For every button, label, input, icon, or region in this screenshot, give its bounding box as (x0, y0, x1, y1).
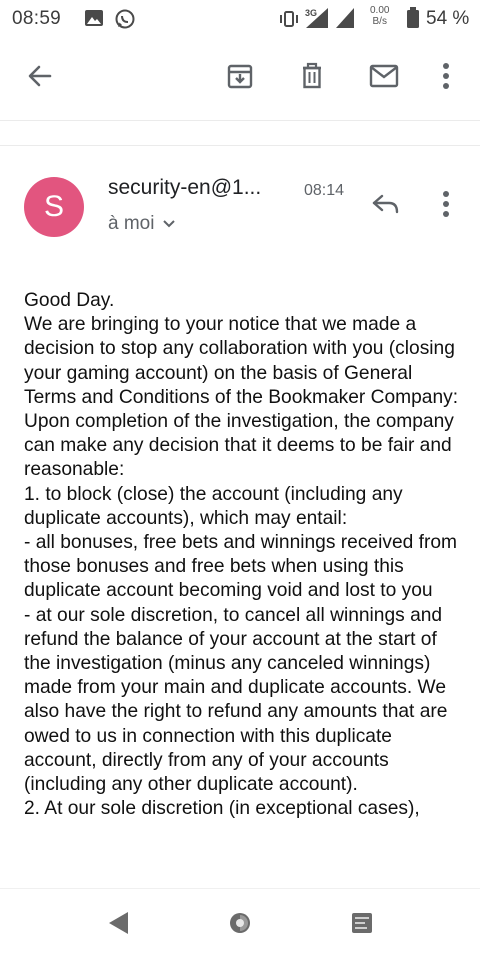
body-line: We are bringing to your notice that we made a decision to stop any collaboration with you (closing your gaming account) on the basis of General Terms and Conditions of the Bookmaker Company: (24, 314, 459, 408)
status-time: 08:59 (12, 8, 62, 29)
arrow-left-icon (26, 62, 54, 95)
body-line: - at our sole discretion, to cancel all winnings and refund the balance of your account at the start of the investigation (minus any canceled winnings) made from your main and duplicate accounts. We also have the right to refund any amounts that are owed to us in connection with this duplicate account, directly from any of your accounts (including any other duplicate account). (24, 604, 448, 796)
mark-unread-button[interactable] (364, 58, 404, 98)
whatsapp-icon (114, 8, 136, 35)
signal-3g-icon (304, 6, 330, 35)
email-time: 08:14 (304, 182, 345, 199)
nav-home-icon (228, 911, 252, 940)
trash-icon (298, 62, 326, 95)
more-vert-icon (442, 62, 450, 95)
nav-back-button[interactable] (98, 905, 138, 945)
archive-icon (226, 62, 254, 95)
battery-icon (406, 7, 420, 34)
status-bar (0, 0, 480, 36)
top-toolbar (0, 40, 480, 116)
mail-icon (369, 64, 399, 93)
body-line: 1. to block (close) the account (including any duplicate accounts), which may entail: (24, 483, 403, 529)
chevron-down-icon (162, 213, 176, 235)
recipient-label: à moi (108, 213, 155, 234)
back-button[interactable] (20, 58, 60, 98)
gallery-icon (84, 8, 104, 33)
body-line: Good Day. (24, 290, 115, 311)
net-speed-unit: B/s (372, 16, 387, 27)
delete-button[interactable] (292, 58, 332, 98)
net-speed-value: 0.00 (370, 5, 390, 16)
email-body (24, 289, 464, 887)
more-options-button[interactable] (426, 58, 466, 98)
body-line: - all bonuses, free bets and winnings received from those bonuses and free bets when using this duplicate account becoming void and lost to you (24, 532, 458, 602)
network-type: 3G (305, 8, 318, 18)
system-nav-bar (0, 888, 480, 960)
reply-button[interactable] (366, 186, 406, 226)
archive-button[interactable] (220, 58, 260, 98)
avatar-letter: S (43, 190, 64, 223)
recipient-toggle[interactable] (108, 213, 176, 235)
subject-divider (0, 145, 480, 146)
nav-back-icon (106, 910, 130, 941)
body-line: Upon completion of the investigation, the company can make any decision that it deems to be fair and reasonable: (24, 411, 454, 481)
body-line: 2. At our sole discretion (in exceptional cases), (24, 798, 420, 820)
toolbar-divider (0, 120, 480, 121)
more-vert-icon (442, 190, 450, 223)
sender-address[interactable]: security-en@1... (108, 176, 262, 199)
vibrate-icon (278, 8, 300, 35)
battery-percent: 54 % (426, 8, 470, 29)
nav-recents-button[interactable] (342, 905, 382, 945)
net-speed (370, 5, 389, 27)
reply-icon (371, 192, 401, 221)
signal-icon (334, 6, 356, 35)
nav-recents-icon (350, 911, 374, 940)
message-more-button[interactable] (426, 186, 466, 226)
sender-avatar[interactable] (24, 177, 84, 237)
nav-home-button[interactable] (220, 905, 260, 945)
